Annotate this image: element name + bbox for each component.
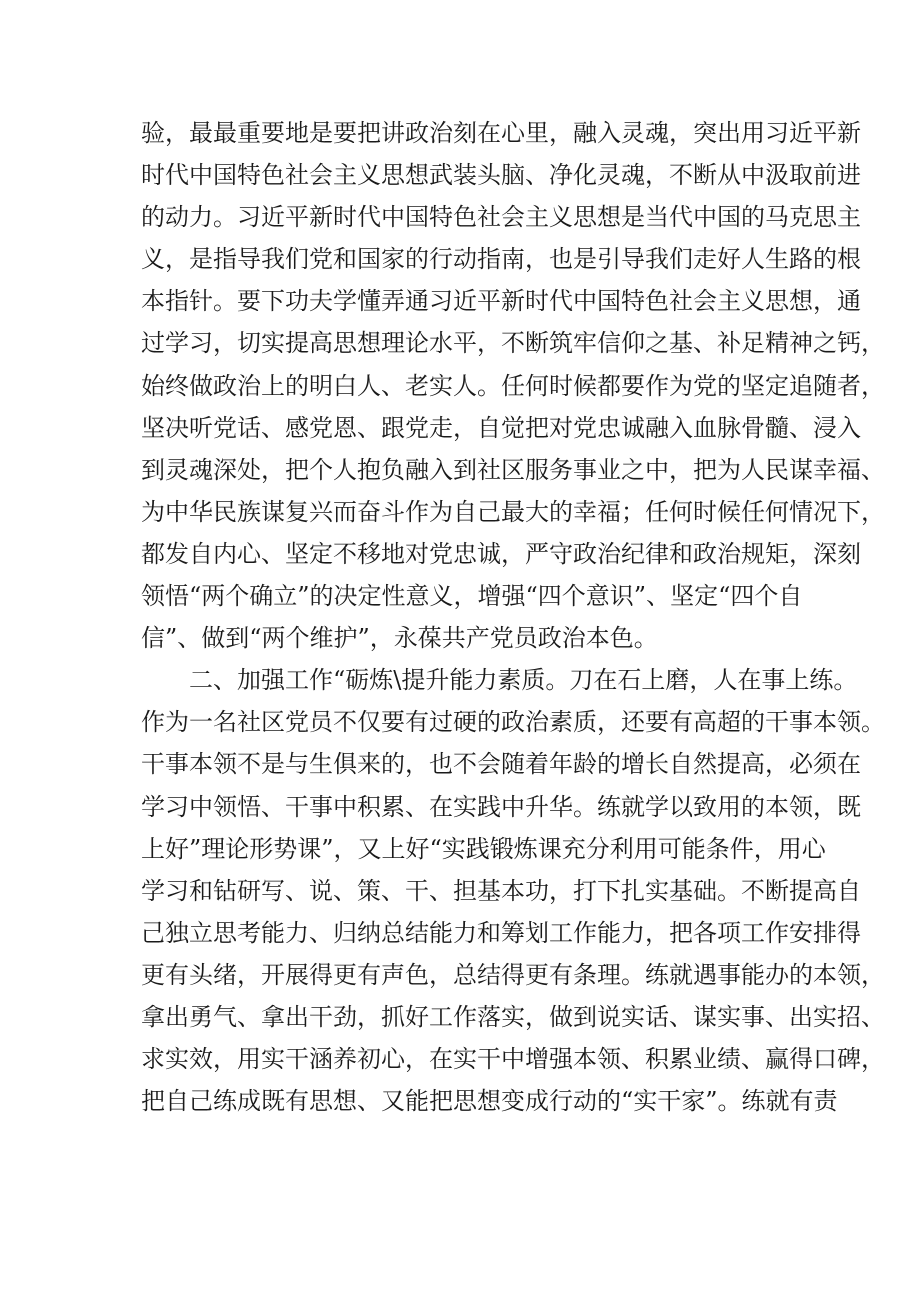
text-line: 作为一名社区党员不仅要有过硬的政治素质，还要有高超的干事本领。 <box>141 708 885 737</box>
text-line: 求实效，用实干涵养初心，在实干中增强本领、积累业绩、赢得口碑， <box>141 1045 885 1074</box>
text-line: 本指针。要下功夫学懂弄通习近平新时代中国特色社会主义思想，通 <box>141 287 861 316</box>
text-line: 己独立思考能力、归纳总结能力和筹划工作能力，把各项工作安排得 <box>141 918 861 947</box>
text-line: 坚决听党话、感党恩、跟党走，自觉把对党忠诚融入血脉骨髓、浸入 <box>141 413 861 442</box>
text-line: 学习中领悟、干事中积累、在实践中升华。练就学以致用的本领，既 <box>141 792 861 821</box>
text-line: 拿出勇气、拿出干劲，抓好工作落实，做到说实话、谋实事、出实招、 <box>141 1002 885 1031</box>
text-line: 都发自内心、坚定不移地对党忠诚，严守政治纪律和政治规矩，深刻 <box>141 539 861 568</box>
text-line: 始终做政治上的明白人、老实人。任何时候都要作为党的坚定追随者， <box>141 371 885 400</box>
text-line: 把自己练成既有思想、又能把思想变成行动的“实干家”。练就有责 <box>141 1087 838 1116</box>
paragraph-end-line: 信”、做到“两个维护”，永葆共产党员政治本色。 <box>141 624 658 653</box>
text-line: 义，是指导我们党和国家的行动指南，也是引导我们走好人生路的根 <box>141 245 861 274</box>
text-line: 的动力。习近平新时代中国特色社会主义思想是当代中国的马克思主 <box>141 203 861 232</box>
section-heading-line: 二、加强工作“砺炼\提升能力素质。刀在石上磨，人在事上练。 <box>189 666 858 695</box>
text-line: 过学习，切实提高思想理论水平，不断筑牢信仰之基、补足精神之钙， <box>141 329 885 358</box>
text-line: 学习和钻研写、说、策、干、担基本功，打下扎实基础。不断提高自 <box>141 876 861 905</box>
text-line: 干事本领不是与生俱来的，也不会随着年龄的增长自然提高，必须在 <box>141 750 861 779</box>
text-line: 为中华民族谋复兴而奋斗作为自己最大的幸福；任何时候任何情况下， <box>141 497 885 526</box>
text-line: 到灵魂深处，把个人抱负融入到社区服务事业之中，把为人民谋幸福、 <box>141 455 885 484</box>
text-line: 验，最最重要地是要把讲政治刻在心里，融入灵魂，突出用习近平新 <box>141 119 861 147</box>
body-text <box>141 112 885 1122</box>
text-line: 上好”理论形势课”，又上好“实践锻炼课充分利用可能条件，用心 <box>141 834 826 863</box>
text-line: 时代中国特色社会主义思想武装头脑、净化灵魂，不断从中汲取前进 <box>141 161 861 190</box>
text-line: 领悟“两个确立”的决定性意义，增强“四个意识”、坚定“四个自 <box>141 582 803 611</box>
text-line: 更有头绪，开展得更有声色，总结得更有条理。练就遇事能办的本领， <box>141 960 885 989</box>
